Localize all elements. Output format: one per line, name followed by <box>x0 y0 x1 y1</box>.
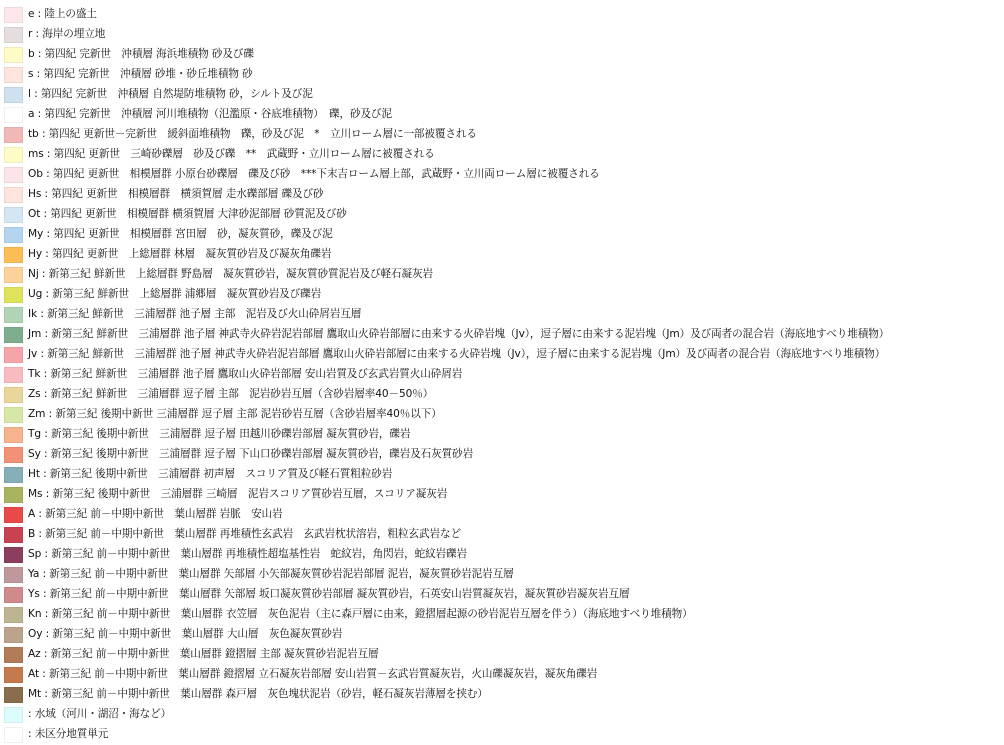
legend-swatch <box>4 647 23 663</box>
legend-label: Zm : 新第三紀 後期中新世 三浦層群 逗子層 主部 泥岩砂岩互層（含砂岩層率40％以下） <box>28 408 442 420</box>
legend-swatch <box>4 67 23 83</box>
legend-item <box>0 504 1004 524</box>
legend-item <box>0 584 1004 604</box>
legend-item <box>0 484 1004 504</box>
legend-label: A : 新第三紀 前－中期中新世 葉山層群 岩脈 安山岩 <box>28 508 283 520</box>
legend-swatch <box>4 527 23 543</box>
legend-label: ms : 第四紀 更新世 三崎砂礫層 砂及び礫 ** 武蔵野・立川ローム層に被覆される <box>28 148 435 160</box>
legend-swatch <box>4 287 23 303</box>
legend-item <box>0 304 1004 324</box>
legend-label: At : 新第三紀 前－中期中新世 葉山層群 鐙摺層 立石凝灰岩部層 安山岩質－玄武岩質凝灰岩，火山礫凝灰岩，凝灰角礫岩 <box>28 668 598 680</box>
legend-swatch <box>4 187 23 203</box>
legend-swatch <box>4 667 23 683</box>
legend-swatch <box>4 167 23 183</box>
legend-item <box>0 184 1004 204</box>
legend-item <box>0 244 1004 264</box>
legend-item <box>0 544 1004 564</box>
legend-swatch <box>4 487 23 503</box>
legend-item <box>0 4 1004 24</box>
legend-swatch <box>4 687 23 703</box>
legend-swatch <box>4 427 23 443</box>
legend-item <box>0 424 1004 444</box>
legend-swatch <box>4 507 23 523</box>
legend-label: Ms : 新第三紀 後期中新世 三浦層群 三崎層 泥岩スコリア質砂岩互層，スコリア凝灰岩 <box>28 488 448 500</box>
legend-swatch <box>4 467 23 483</box>
legend-swatch <box>4 587 23 603</box>
legend-swatch <box>4 387 23 403</box>
legend-label: Tk : 新第三紀 鮮新世 三浦層群 池子層 鷹取山火砕岩部層 安山岩質及び玄武岩質火山砕屑岩 <box>28 368 463 380</box>
legend-item <box>0 44 1004 64</box>
legend-label: Nj : 新第三紀 鮮新世 上総層群 野島層 凝灰質砂岩，凝灰質砂質泥岩及び軽石凝灰岩 <box>28 268 433 280</box>
legend-label: Jm : 新第三紀 鮮新世 三浦層群 池子層 神武寺火砕岩泥岩部層 鷹取山火砕岩部層に由来する火砕岩塊（Jv），逗子層に由来する泥岩塊（Jm）及び両者の混合岩（海底地すべり堆積物） <box>28 328 890 340</box>
legend-label: r : 海岸の埋立地 <box>28 28 106 40</box>
legend-label: Sp : 新第三紀 前－中期中新世 葉山層群 再堆積性超塩基性岩 蛇紋岩，角閃岩，蛇紋岩礫岩 <box>28 548 468 560</box>
legend-item <box>0 164 1004 184</box>
legend-label: s : 第四紀 完新世 沖積層 砂堆・砂丘堆積物 砂 <box>28 68 253 80</box>
legend-item <box>0 204 1004 224</box>
legend-swatch <box>4 207 23 223</box>
legend-label: : 水域（河川・湖沼・海など） <box>28 708 172 720</box>
legend-item <box>0 84 1004 104</box>
legend-label: Zs : 新第三紀 鮮新世 三浦層群 逗子層 主部 泥岩砂岩互層（含砂岩層率40－50％） <box>28 388 434 400</box>
legend-label: b : 第四紀 完新世 沖積層 海浜堆積物 砂及び礫 <box>28 48 254 60</box>
legend-swatch <box>4 407 23 423</box>
legend-item <box>0 384 1004 404</box>
legend-label: Ik : 新第三紀 鮮新世 三浦層群 池子層 主部 泥岩及び火山砕屑岩互層 <box>28 308 362 320</box>
legend-swatch <box>4 87 23 103</box>
legend-swatch <box>4 607 23 623</box>
legend-swatch <box>4 127 23 143</box>
legend-swatch <box>4 147 23 163</box>
legend-swatch <box>4 107 23 123</box>
legend-swatch <box>4 7 23 23</box>
legend-item <box>0 364 1004 384</box>
legend-item <box>0 24 1004 44</box>
legend-swatch <box>4 347 23 363</box>
legend-swatch <box>4 447 23 463</box>
legend-item <box>0 564 1004 584</box>
legend-label: Oy : 新第三紀 前－中期中新世 葉山層群 大山層 灰色凝灰質砂岩 <box>28 628 343 640</box>
legend-label: Ug : 新第三紀 鮮新世 上総層群 浦郷層 凝灰質砂岩及び礫岩 <box>28 288 322 300</box>
legend-swatch <box>4 547 23 563</box>
legend-swatch <box>4 627 23 643</box>
legend-label: Ot : 第四紀 更新世 相模層群 横須賀層 大津砂泥部層 砂質泥及び砂 <box>28 208 347 220</box>
legend-label: B : 新第三紀 前－中期中新世 葉山層群 再堆積性玄武岩 玄武岩枕状溶岩，粗粒玄武岩など <box>28 528 461 540</box>
legend-item <box>0 724 1004 744</box>
legend-label: Tg : 新第三紀 後期中新世 三浦層群 逗子層 田越川砂礫岩部層 凝灰質砂岩，礫岩 <box>28 428 411 440</box>
legend-label: Hs : 第四紀 更新世 相模層群 横須賀層 走水礫部層 礫及び砂 <box>28 188 324 200</box>
legend-label: Ys : 新第三紀 前－中期中新世 葉山層群 矢部層 坂口凝灰質砂岩部層 凝灰質砂岩，石英安山岩質凝灰岩，凝灰質砂岩凝灰岩互層 <box>28 588 630 600</box>
legend-swatch <box>4 367 23 383</box>
legend-swatch <box>4 707 23 723</box>
legend-label: Jv : 新第三紀 鮮新世 三浦層群 池子層 神武寺火砕岩泥岩部層 鷹取山火砕岩部層に由来する火砕岩塊（Jv），逗子層に由来する泥岩塊（Jm）及び両者の混合岩（海底地すべり堆積物） <box>28 348 886 360</box>
legend-swatch <box>4 307 23 323</box>
legend-label: Sy : 新第三紀 後期中新世 三浦層群 逗子層 下山口砂礫岩部層 凝灰質砂岩，礫岩及石灰質砂岩 <box>28 448 474 460</box>
legend-item <box>0 324 1004 344</box>
legend-item <box>0 524 1004 544</box>
legend-label: Ob : 第四紀 更新世 相模層群 小原台砂礫層 礫及び砂 ***下末吉ローム層上部，武蔵野・立川両ローム層に被覆される <box>28 168 600 180</box>
legend-item <box>0 404 1004 424</box>
legend-item <box>0 664 1004 684</box>
legend-item <box>0 264 1004 284</box>
legend-item <box>0 124 1004 144</box>
legend-swatch <box>4 567 23 583</box>
legend-item <box>0 104 1004 124</box>
legend-item <box>0 284 1004 304</box>
legend-item <box>0 464 1004 484</box>
legend-swatch <box>4 47 23 63</box>
legend-item <box>0 344 1004 364</box>
legend-label: : 未区分地質単元 <box>28 728 109 740</box>
legend-label: Mt : 新第三紀 前－中期中新世 葉山層群 森戸層 灰色塊状泥岩（砂岩，軽石凝灰岩薄層を挟む） <box>28 688 488 700</box>
legend-label: Kn : 新第三紀 前－中期中新世 葉山層群 衣笠層 灰色泥岩（主に森戸層に由来，鐙摺層起源の砂岩泥岩互層を伴う）（海底地すべり堆積物） <box>28 608 693 620</box>
legend-label: My : 第四紀 更新世 相模層群 宮田層 砂，凝灰質砂，礫及び泥 <box>28 228 333 240</box>
legend-label: tb : 第四紀 更新世－完新世 緩斜面堆積物 礫，砂及び泥 * 立川ローム層に一部被覆される <box>28 128 477 140</box>
legend-item <box>0 604 1004 624</box>
legend-label: Hy : 第四紀 更新世 上総層群 林層 凝灰質砂岩及び凝灰角礫岩 <box>28 248 332 260</box>
legend-label: Az : 新第三紀 前－中期中新世 葉山層群 鐙摺層 主部 凝灰質砂岩泥岩互層 <box>28 648 379 660</box>
legend-item <box>0 624 1004 644</box>
legend-label: e : 陸上の盛土 <box>28 8 97 20</box>
legend-label: a : 第四紀 完新世 沖積層 河川堆積物（氾濫原・谷底堆積物） 礫，砂及び泥 <box>28 108 392 120</box>
legend-item <box>0 64 1004 84</box>
legend-item <box>0 644 1004 664</box>
legend-swatch <box>4 247 23 263</box>
legend-item <box>0 684 1004 704</box>
legend-item <box>0 704 1004 724</box>
legend-label: Ya : 新第三紀 前－中期中新世 葉山層群 矢部層 小矢部凝灰質砂岩泥岩部層 泥岩，凝灰質砂岩泥岩互層 <box>28 568 514 580</box>
legend-item <box>0 224 1004 244</box>
legend-swatch <box>4 227 23 243</box>
legend-swatch <box>4 27 23 43</box>
legend-label: l : 第四紀 完新世 沖積層 自然堤防堆積物 砂，シルト及び泥 <box>28 88 313 100</box>
legend-swatch <box>4 267 23 283</box>
legend-item <box>0 444 1004 464</box>
legend-swatch <box>4 327 23 343</box>
legend-swatch <box>4 727 23 743</box>
legend-item <box>0 144 1004 164</box>
legend-label: Ht : 新第三紀 後期中新世 三浦層群 初声層 スコリア質及び軽石質粗粒砂岩 <box>28 468 393 480</box>
